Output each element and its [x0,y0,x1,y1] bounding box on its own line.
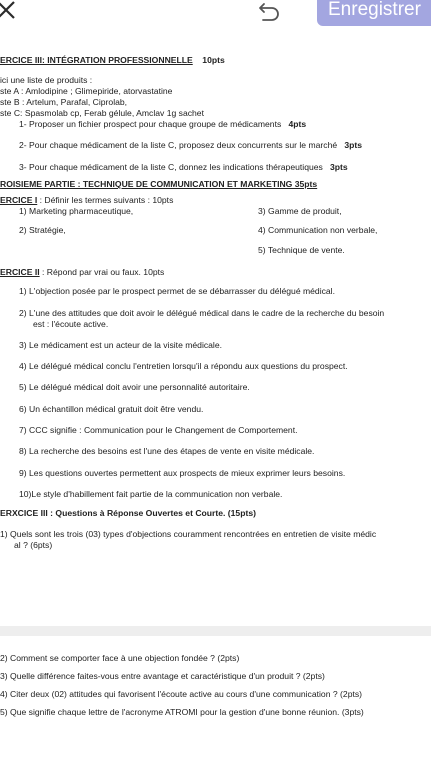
open-question-5: 5) Que signifie chaque lettre de l'acronyme ATROMI pour la gestion d'une bonne réunion. (3pts) [0,707,364,717]
open-question-3: 3) Quelle différence faites-vous entre avantage et caractéristique d'un produit ? (2pts) [0,671,325,681]
statement-6: 6) Un échantillon médical gratuit doit être vendu. [19,404,204,414]
term-3: 3) Gamme de produit, [258,206,342,216]
open-question-1-cont: al ? (6pts) [14,540,53,550]
term-1: 1) Marketing pharmaceutique, [19,206,134,216]
intro-text: ici une liste de produits : [0,75,93,85]
statement-5: 5) Le délégué médical doit avoir une personnalité autoritaire. [19,382,250,392]
list-b: ste B : Artelum, Parafal, Ciprolab, [0,97,128,107]
term-2: 2) Stratégie, [19,225,66,235]
document-page-2 [0,648,431,738]
term-4: 4) Communication non verbale, [258,225,378,235]
exercise-3b-heading: ERXCICE III : Questions à Réponse Ouvertes et Courte. (15pts) [0,508,256,518]
statement-8: 8) La recherche des besoins est l'une des étapes de vente en visite médicale. [19,446,315,456]
page-separator [0,626,431,636]
exercise-2-heading: ERCICE II : Répond par vrai ou faux. 10pts [0,267,165,277]
question-1: 1- Proposer un fichier prospect pour chaque groupe de médicaments 4pts [19,119,307,129]
statement-2: 2) L'une des attitudes que doit avoir le délégué médical dans le cadre de la recherche du besoin [19,308,385,318]
statement-2-cont: est : l'écoute active. [33,319,109,329]
open-question-4: 4) Citer deux (02) attitudes qui favorisent l'écoute active au cours d'une communication ? (2pts) [0,689,363,699]
question-3: 3- Pour chaque médicament de la liste C, donnez les indications thérapeutiques 3pts [19,162,348,172]
statement-3: 3) Le médicament est un acteur de la visite médicale. [19,340,223,350]
undo-icon[interactable] [257,0,283,24]
document-page [0,45,431,625]
term-5: 5) Technique de vente. [258,245,345,255]
question-2: 2- Pour chaque médicament de la liste C, proposez deux concurrents sur le marché 3pts [19,140,362,150]
statement-1: 1) L'objection posée par le prospect permet de se débarrasser du délégué médical. [19,286,335,296]
open-question-1: 1) Quels sont les trois (03) types d'objections couramment rencontrées en entretien de visite médic [0,529,377,539]
exercise-3-heading: ERCICE III: INTÉGRATION PROFESSIONNELLE 10pts [0,55,225,65]
save-button[interactable]: Enregistrer [317,0,431,26]
statement-10: 10)Le style d'habillement fait partie de la communication non verbale. [19,489,283,499]
close-icon[interactable] [0,0,20,24]
statement-9: 9) Les questions ouvertes permettent aux prospects de mieux exprimer leurs besoins. [19,468,346,478]
open-question-2: 2) Comment se comporter face à une objection fondée ? (2pts) [0,653,240,663]
list-c: ste C: Spasmolab cp, Ferab gélule, Amclav 1g sachet [0,108,204,118]
top-toolbar [0,0,431,30]
statement-4: 4) Le délégué médical conclu l'entretien lorsqu'il a répondu aux questions du prospect. [19,361,348,371]
part-3-heading: ROISIEME PARTIE : TECHNIQUE DE COMMUNICATION ET MARKETING 35pts [0,179,318,189]
statement-7: 7) CCC signifie : Communication pour le Changement de Comportement. [19,425,298,435]
list-a: ste A : Amlodipine ; Glimepiride, atorvastatine [0,86,173,96]
exercise-1-heading: ERCICE I : Définir les termes suivants : 10pts [0,195,174,205]
